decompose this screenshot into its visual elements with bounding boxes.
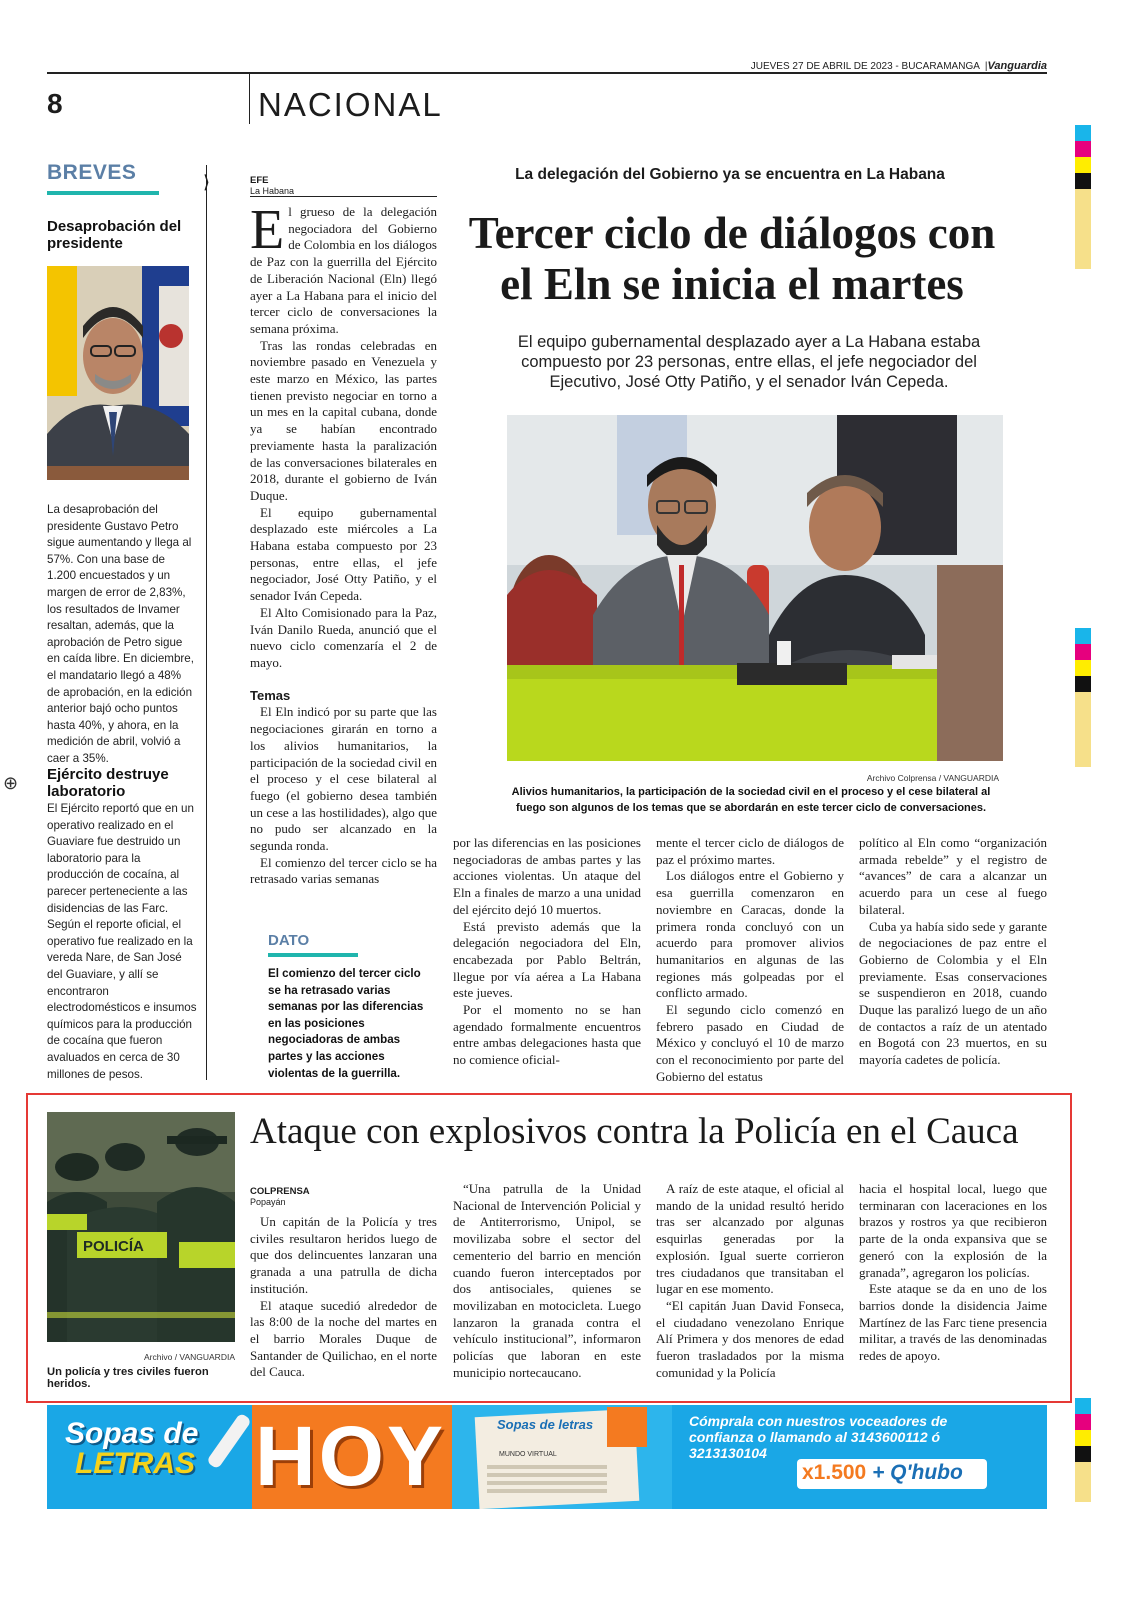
location: La Habana <box>250 186 295 196</box>
ad-cta <box>689 1413 1029 1461</box>
page-number: 8 <box>47 88 63 119</box>
date-location: JUEVES 27 DE ABRIL DE 2023 - BUCARAMANGA <box>750 61 980 72</box>
location: Popayán <box>250 1197 286 1207</box>
paragraph: El comienzo del tercer ciclo se ha retrasado varias semanas <box>250 854 437 887</box>
paragraph: Este ataque se da en uno de los barrios donde la disidencia Jaime Martínez de las Farc tiene presencia militar, a través de las denominadas redes de apoyo. <box>859 1281 1047 1364</box>
paragraph: El segundo ciclo comenzó en febrero pasado en Ciudad de México y concluyó el 10 de marzo con el reconocimiento por parte del Gobierno del estatus <box>656 1002 844 1084</box>
dateline: JUEVES 27 DE ABRIL DE 2023 - BUCARAMANGA |Vanguardia <box>750 60 1047 72</box>
paragraph: Un capitán de la Policía y tres civiles resultaron heridos luego de que dos delincuentes lanzaran una granada a una patrulla de dicha institución. <box>250 1214 437 1296</box>
ad-price <box>802 1461 963 1485</box>
breves-title: BREVES <box>47 161 137 184</box>
main-column-2 <box>453 835 641 1069</box>
paragraph: El Alto Comisionado para la Paz, Iván Danilo Rueda, anunció que el nuevo ciclo comenzaría el 2 de mayo. <box>250 604 437 670</box>
subhead-temas: Temas <box>250 687 291 703</box>
police-column-3 <box>656 1181 844 1381</box>
ad-price-value: x1.500 <box>802 1461 867 1484</box>
main-photo <box>507 415 1003 761</box>
paragraph: “El capitán Juan David Fonseca, el ciudadano venezolano Enrique Alí Primera y dos menores de edad fueron trasladados por la misma comunidad y la Policía <box>656 1297 844 1380</box>
police-photo <box>47 1112 235 1342</box>
police-column-2 <box>453 1181 641 1381</box>
brief-body-2: El Ejército reportó que en un operativo realizado en el Guaviare fue destruido un laboratorio para la producción de cocaína, al parecer perteneciente a las disidencias de las Farc. Según el reporte oficial, el operativo fue realizado en la vereda Nare, de San José del Guaviare, y allí se encontraron electrodomésticos e insumos químicos para la producción de cocaína que fueron avaluados en cerca de 30 millones de pesos. <box>47 802 197 1081</box>
byline-rule <box>250 196 437 197</box>
police-column-4 <box>859 1181 1047 1365</box>
agency: COLPRENSA <box>250 1186 310 1197</box>
main-column-3 <box>656 835 844 1086</box>
petro-photo <box>47 266 189 480</box>
paragraph: El equipo gubernamental desplazado este miércoles a La Habana estaba compuesto por 23 personas, entre ellas, el jefe negociador, José Otty Patiño, y el senador Iván Cepeda. <box>250 504 437 604</box>
paragraph: Por el momento no se han agendado formalmente encuentros entre ambas delegaciones hasta que no comience oficial- <box>453 1002 641 1068</box>
brief-headline-1: Desaprobación del presidente <box>47 218 182 252</box>
paragraph: político al Eln como “organización armada rebelde” y el registro de “avances” de cara a alcanzar un acuerdo para un cese al fuego bilateral. <box>859 835 1047 917</box>
ad-cta-line-1: Cómprala con nuestros voceadores de <box>689 1413 948 1429</box>
main-deck: El equipo gubernamental desplazado ayer a La Habana estaba compuesto por 23 personas, entre ellas, el jefe negociador del Ejecutivo, José Otty Patiño, y el senador Iván Cepeda. <box>517 333 981 391</box>
main-photo-caption: Alivios humanitarios, la participación de la sociedad civil en el proceso y el cese bilateral al fuego son algunos de los temas que se abordarán en este tercer ciclo de conversaciones. <box>511 786 991 814</box>
paragraph: Tras las rondas celebradas en noviembre pasado en Venezuela y este marzo en México, las partes tienen previsto negociar en torno a un mes en la capital cubana, donde ya se habían encontrado previamente hasta la paralización de las conversaciones bilaterales en 2018, durante el gobierno de Iván Duque. <box>250 337 437 503</box>
ad-mini-label: MUNDO VIRTUAL <box>499 1451 557 1458</box>
brand-logo: Vanguardia <box>987 60 1047 72</box>
agency: EFE <box>250 175 269 186</box>
brief-body-1: La desaprobación del presidente Gustavo Petro sigue aumentando y llega al 57%. Con una base de 1.200 encuestados y un margen de error de 2,83%, los resultados de Invamer resaltan, además, que la aprobación de Petro sigue en caída libre. En diciembre, el mandatario llegó a 48% de aprobación, en la edición anterior bajó ocho puntos hasta 40%, y ahora, en la medición de abril, volvió a caer a 35%. <box>47 503 194 765</box>
header-divider <box>249 72 250 124</box>
section-title: NACIONAL <box>258 86 443 123</box>
police-headline: Ataque con explosivos contra la Policía en el Cauca <box>250 1111 1019 1152</box>
police-photo-credit: Archivo / VANGUARDIA <box>143 1352 235 1362</box>
main-byline <box>250 175 294 196</box>
police-column-1 <box>250 1214 437 1381</box>
paragraph: El ataque sucedió alrededor de las 8:00 de la noche del martes en el barrio Morales Duque de Santander de Quilichao, en el norte del Cauca. <box>250 1297 437 1380</box>
main-column-4 <box>859 835 1047 1069</box>
paragraph: El Eln indicó por su parte que las negociaciones girarán en torno a los alivios humanitarios, la participación de la sociedad civil en el proceso y el cese bilateral al fuego (el gobierno desea también un cese a las hostilidades), algo que no pudo ser alcanzado en la segunda ronda. <box>250 704 437 854</box>
dato-label: DATO <box>268 932 310 949</box>
bracket-mark: ⟩ <box>203 172 211 192</box>
brief-headline-2: Ejército destruye laboratorio <box>47 766 169 800</box>
breves-accent-bar <box>47 191 159 195</box>
ad-big-word: HOY <box>255 1409 447 1503</box>
dato-body: El comienzo del tercer ciclo se ha retrasado varias semanas por las diferencias en las posiciones negociadoras de ambas partes y las acciones violentas de la guerrilla. <box>268 967 424 1080</box>
dato-accent-bar <box>268 953 358 957</box>
paragraph: Cuba ya había sido sede y garante de negociaciones de paz entre el Gobierno de Colombia y el Eln previamente. Esas conservaciones se suspendieron en 2018, cuando Duque las paralizó luego de un año de contactos a raíz de un atentado en Bogotá con 23 muertos, en su mayoría cadetes de policía. <box>859 918 1047 1068</box>
paragraph: l grueso de la delegación negociadora del Gobierno de Colombia en los diálogos de Paz con la guerrilla del Ejército de Liberación Nacional (Eln) llegó ayer a La Habana para el inicio del tercer ciclo de conversaciones la semana próxima. <box>250 204 437 336</box>
header-rule <box>47 72 1047 74</box>
paragraph: hacia el hospital local, luego que terminaran con laceraciones en los brazos y rostros ya que recibieron parte de la onda expansiva que se generó con la explosión de la granada”, agregaron los policías. <box>859 1181 1047 1280</box>
paragraph: Está previsto además que la delegación negociadora del Eln, encabezada por Pablo Beltrán, llegue por vía aérea a La Habana este jueves. <box>453 918 641 1001</box>
paragraph: A raíz de este ataque, el oficial al mando de la unidad resultó herido tras ser alcanzado por algunas esquirlas generadas por la explosión. Igual suerte corrieron tres ciudadanos que transitaban el lugar en ese momento. <box>656 1181 844 1297</box>
registration-mark-icon: ⊕ <box>3 773 19 794</box>
ad-brand <box>65 1419 198 1479</box>
ad-mini-title: Sopas de letras <box>497 1417 594 1432</box>
main-photo-credit: Archivo Colprensa / VANGUARDIA <box>866 773 999 783</box>
breves-column-rule <box>206 165 207 1080</box>
paragraph: “Una patrulla de la Unidad Nacional de Intervención Policial y de Antiterrorismo, Unipol, se movilizaba sobre el sector del cementerio del barrio en mención cuando fueron interceptados por dos antisociales, quienes se movilizaban en motocicleta. Luego lanzaron la granada contra el vehículo institucional”, informaron policías que laboran en este municipio nortecaucano. <box>453 1181 641 1380</box>
police-vest-text: POLICÍA <box>83 1238 144 1255</box>
sopas-de-letras-ad[interactable] <box>47 1405 1047 1509</box>
paragraph: mente el tercer ciclo de diálogos de paz el próximo martes. <box>656 835 844 867</box>
main-column-1 <box>250 199 437 888</box>
ad-brand-line-1: Sopas de <box>65 1417 199 1450</box>
main-kicker: La delegación del Gobierno ya se encuentra en La Habana <box>515 166 945 183</box>
drop-cap: E <box>250 199 285 261</box>
main-headline: Tercer ciclo de diálogos con el Eln se inicia el martes <box>468 208 996 309</box>
ad-cta-line-2: confianza o llamando al 3143600112 ó <box>689 1429 941 1445</box>
paragraph: Los diálogos entre el Gobierno y esa guerrilla comenzaron en noviembre en Caracas, donde la primera ronda concluyó con un acuerdo para promover alivios humanitarios en algunas de las regiones más golpeadas por el conflicto armado. <box>656 868 844 1001</box>
ad-partner-logo: + Q'hubo <box>872 1461 963 1484</box>
police-byline <box>250 1186 310 1207</box>
paragraph: por las diferencias en las posiciones negociadoras de ambas partes y las acciones violentas. Un ataque del Eln a finales de marzo a una unidad del ejército dejó 10 muertos. <box>453 835 641 917</box>
ad-cta-line-3: 3213130104 <box>689 1445 767 1461</box>
ad-brand-line-2: LETRAS <box>75 1447 195 1480</box>
police-photo-caption: Un policía y tres civiles fueron heridos. <box>47 1366 209 1390</box>
